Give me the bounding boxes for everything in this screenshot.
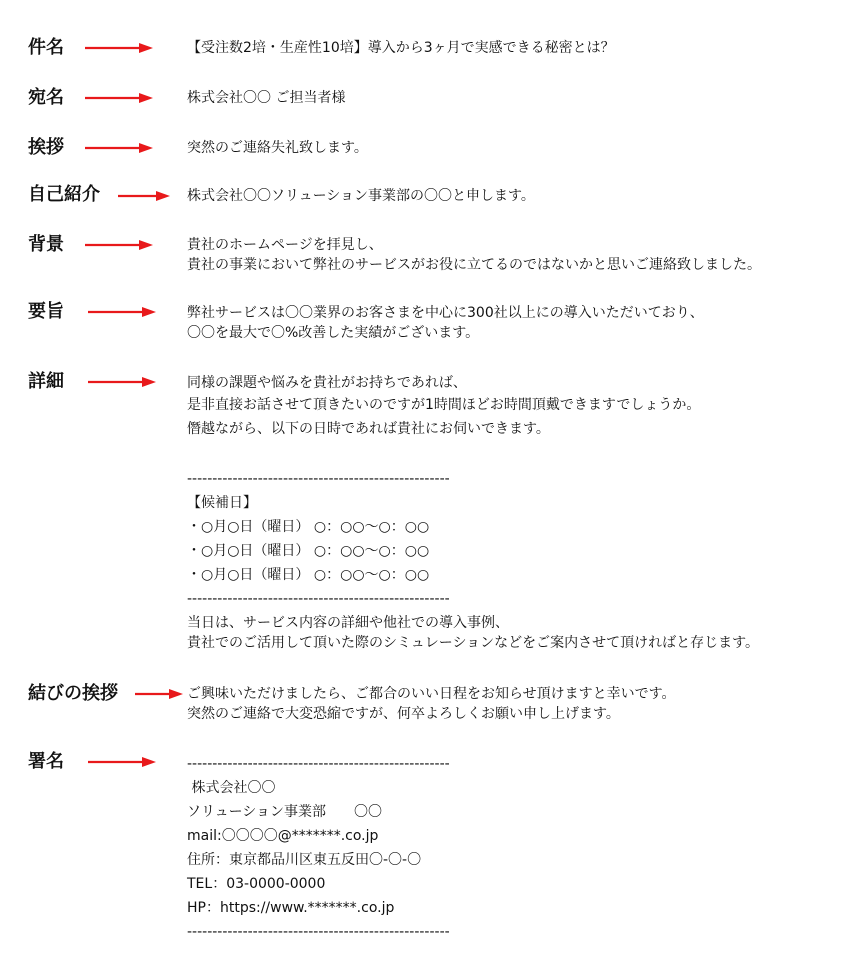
addressee-text: 株式会社〇〇 ご担当者様: [187, 90, 346, 106]
label-greeting: 挨拶: [28, 137, 64, 158]
arrow-icon: [85, 143, 153, 153]
background-line: 貴社の事業において弊社のサービスがお役に立てるのではないかと思いご連絡致しました。: [187, 257, 761, 273]
details-after-line: 当日は、サービス内容の詳細や他社での導入事例、: [187, 615, 509, 631]
label-addressee: 宛名: [28, 87, 64, 108]
signature-department: ソリューション事業部 〇〇: [187, 804, 383, 820]
greeting-text: 突然のご連絡失礼致します。: [187, 140, 368, 156]
signature-mail: mail:〇〇〇〇@*******.co.jp: [187, 828, 379, 844]
label-details: 詳細: [28, 371, 64, 392]
label-signature: 署名: [28, 751, 64, 772]
separator-line: ----------------------------------------------------: [187, 471, 450, 487]
arrow-icon: [88, 757, 156, 767]
candidate-item: ・○月○日（曜日） ○：○○〜○：○○: [187, 519, 430, 535]
subject-text: 【受注数2培・生産性10培】導入から3ヶ月で実感できる秘密とは？: [187, 40, 615, 56]
separator-line: ----------------------------------------------------: [187, 756, 450, 772]
summary-text: [187, 303, 704, 343]
arrow-icon: [88, 307, 156, 317]
summary-line: 〇〇を最大で〇%改善した実績がございます。: [187, 325, 480, 341]
self-intro-text: 株式会社〇〇ソリューション事業部の〇〇と申します。: [187, 188, 535, 204]
arrow-icon: [88, 377, 156, 387]
label-background: 背景: [28, 234, 64, 255]
separator-line: ----------------------------------------------------: [187, 591, 450, 607]
details-line: 是非直接お話させて頂きたいのですが1時間ほどお時間頂戴できますでしょうか。: [187, 397, 701, 413]
arrow-icon: [85, 93, 153, 103]
signature-address: 住所：東京都品川区東五反田〇-〇-〇: [187, 852, 422, 868]
signature-hp: HP：https://www.*******.co.jp: [187, 900, 395, 916]
background-line: 貴社のホームページを拝見し、: [187, 237, 383, 253]
candidates-heading: 【候補日】: [187, 495, 257, 511]
candidate-item: ・○月○日（曜日） ○：○○〜○：○○: [187, 567, 430, 583]
separator-line: ----------------------------------------------------: [187, 924, 450, 940]
closing-text: [187, 684, 675, 724]
candidates-block: [187, 467, 450, 611]
arrow-icon: [85, 43, 153, 53]
signature-block: [187, 752, 450, 944]
signature-company: 株式会社〇〇: [187, 780, 276, 796]
label-closing: 結びの挨拶: [28, 683, 118, 704]
signature-tel: TEL：03-0000-0000: [187, 876, 326, 892]
details-after-line: 貴社でのご活用して頂いた際のシミュレーションなどをご案内させて頂ければと存じます。: [187, 635, 760, 651]
details-line: 同様の課題や悩みを貴社がお持ちであれば、: [187, 375, 467, 391]
details-after-text: [187, 613, 759, 653]
summary-line: 弊社サービスは〇〇業界のお客さまを中心に300社以上にの導入いただいており、: [187, 305, 704, 321]
candidate-item: ・○月○日（曜日） ○：○○〜○：○○: [187, 543, 430, 559]
label-summary: 要旨: [28, 301, 64, 322]
closing-line: 突然のご連絡で大変恐縮ですが、何卒よろしくお願い申し上げます。: [187, 706, 620, 722]
closing-line: ご興味いただけましたら、ご都合のいい日程をお知らせ頂けますと幸いです。: [187, 686, 676, 702]
background-text: [187, 235, 761, 275]
arrow-icon: [85, 240, 153, 250]
details-text: [187, 372, 700, 440]
label-subject: 件名: [28, 37, 64, 58]
arrow-icon: [118, 191, 170, 201]
arrow-icon: [135, 689, 183, 699]
details-line: 僭越ながら、以下の日時であれば貴社にお伺いできます。: [187, 421, 550, 437]
label-self-intro: 自己紹介: [28, 184, 100, 205]
